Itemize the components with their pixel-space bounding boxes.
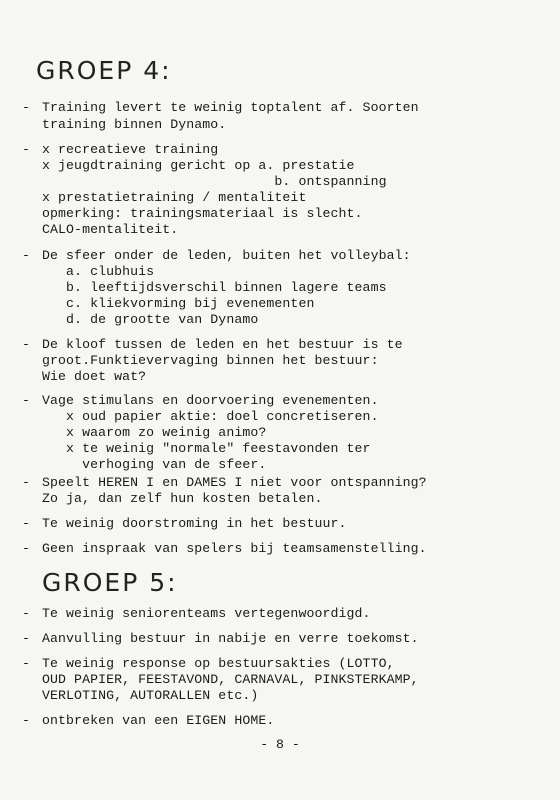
- group4-title: GROEP 4:: [36, 56, 172, 85]
- bullet-dash: -: [22, 656, 30, 671]
- g4-item-5-line-2: x oud papier aktie: doel concretiseren.: [42, 409, 379, 424]
- g4-item-2-line-1: x recreatieve training: [42, 142, 219, 157]
- bullet-dash: -: [22, 248, 30, 263]
- bullet-dash: -: [22, 393, 30, 408]
- g4-item-5-line-1: Vage stimulans en doorvoering evenementen.: [42, 393, 379, 408]
- g4-item-4-line-1: De kloof tussen de leden en het bestuur is te: [42, 337, 403, 352]
- bullet-dash: -: [22, 142, 30, 157]
- g4-item-3-line-2: a. clubhuis: [42, 264, 155, 279]
- g5-item-3-line-1: Te weinig response op bestuursakties (LOTTO,: [42, 656, 395, 671]
- bullet-dash: -: [22, 713, 30, 728]
- g5-item-3-line-3: VERLOTING, AUTORALLEN etc.): [42, 688, 259, 703]
- g4-item-4-line-3: Wie doet wat?: [42, 369, 147, 384]
- g4-item-5-line-3: x waarom zo weinig animo?: [42, 425, 267, 440]
- g4-item-8-line-1: Geen inspraak van spelers bij teamsamenstelling.: [42, 541, 427, 556]
- group4-heading: [36, 56, 172, 85]
- g4-item-6-line-2: Zo ja, dan zelf hun kosten betalen.: [42, 491, 323, 506]
- g4-item-2-line-5: opmerking: trainingsmateriaal is slecht.: [42, 206, 363, 221]
- g5-item-2-line-1: Aanvulling bestuur in nabije en verre toekomst.: [42, 631, 419, 646]
- group5-heading: [42, 568, 178, 597]
- g4-item-2-line-3: b. ontspanning: [42, 174, 387, 189]
- g4-item-2-line-4: x prestatietraining / mentaliteit: [42, 190, 307, 205]
- group5-title: GROEP 5:: [42, 568, 178, 597]
- g4-item-3-line-5: d. de grootte van Dynamo: [42, 312, 259, 327]
- g4-item-3-line-4: c. kliekvorming bij evenementen: [42, 296, 315, 311]
- g4-item-5-line-5: verhoging van de sfeer.: [42, 457, 267, 472]
- g4-item-2-line-6: CALO-mentaliteit.: [42, 222, 179, 237]
- g5-item-4-line-1: ontbreken van een EIGEN HOME.: [42, 713, 275, 728]
- bullet-dash: -: [22, 541, 30, 556]
- bullet-dash: -: [22, 337, 30, 352]
- g4-item-5-line-4: x te weinig "normale" feestavonden ter: [42, 441, 371, 456]
- page-number: - 8 -: [260, 737, 300, 752]
- bullet-dash: -: [22, 631, 30, 646]
- g5-item-3-line-2: OUD PAPIER, FEESTAVOND, CARNAVAL, PINKSTERKAMP,: [42, 672, 419, 687]
- g5-item-1-line-1: Te weinig seniorenteams vertegenwoordigd.: [42, 606, 371, 621]
- bullet-dash: -: [22, 475, 30, 490]
- g4-item-7-line-1: Te weinig doorstroming in het bestuur.: [42, 516, 347, 531]
- g4-item-6-line-1: Speelt HEREN I en DAMES I niet voor ontspanning?: [42, 475, 427, 490]
- bullet-dash: -: [22, 100, 30, 115]
- g4-item-3-line-1: De sfeer onder de leden, buiten het volleybal:: [42, 248, 411, 263]
- g4-item-2-line-2: x jeugdtraining gericht op a. prestatie: [42, 158, 355, 173]
- g4-item-4-line-2: groot.Funktievervaging binnen het bestuur:: [42, 353, 379, 368]
- g4-item-1-line-1: Training levert te weinig toptalent af. Soorten: [42, 100, 419, 115]
- g4-item-3-line-3: b. leeftijdsverschil binnen lagere teams: [42, 280, 387, 295]
- bullet-dash: -: [22, 606, 30, 621]
- g4-item-1-line-2: training binnen Dynamo.: [42, 117, 227, 132]
- bullet-dash: -: [22, 516, 30, 531]
